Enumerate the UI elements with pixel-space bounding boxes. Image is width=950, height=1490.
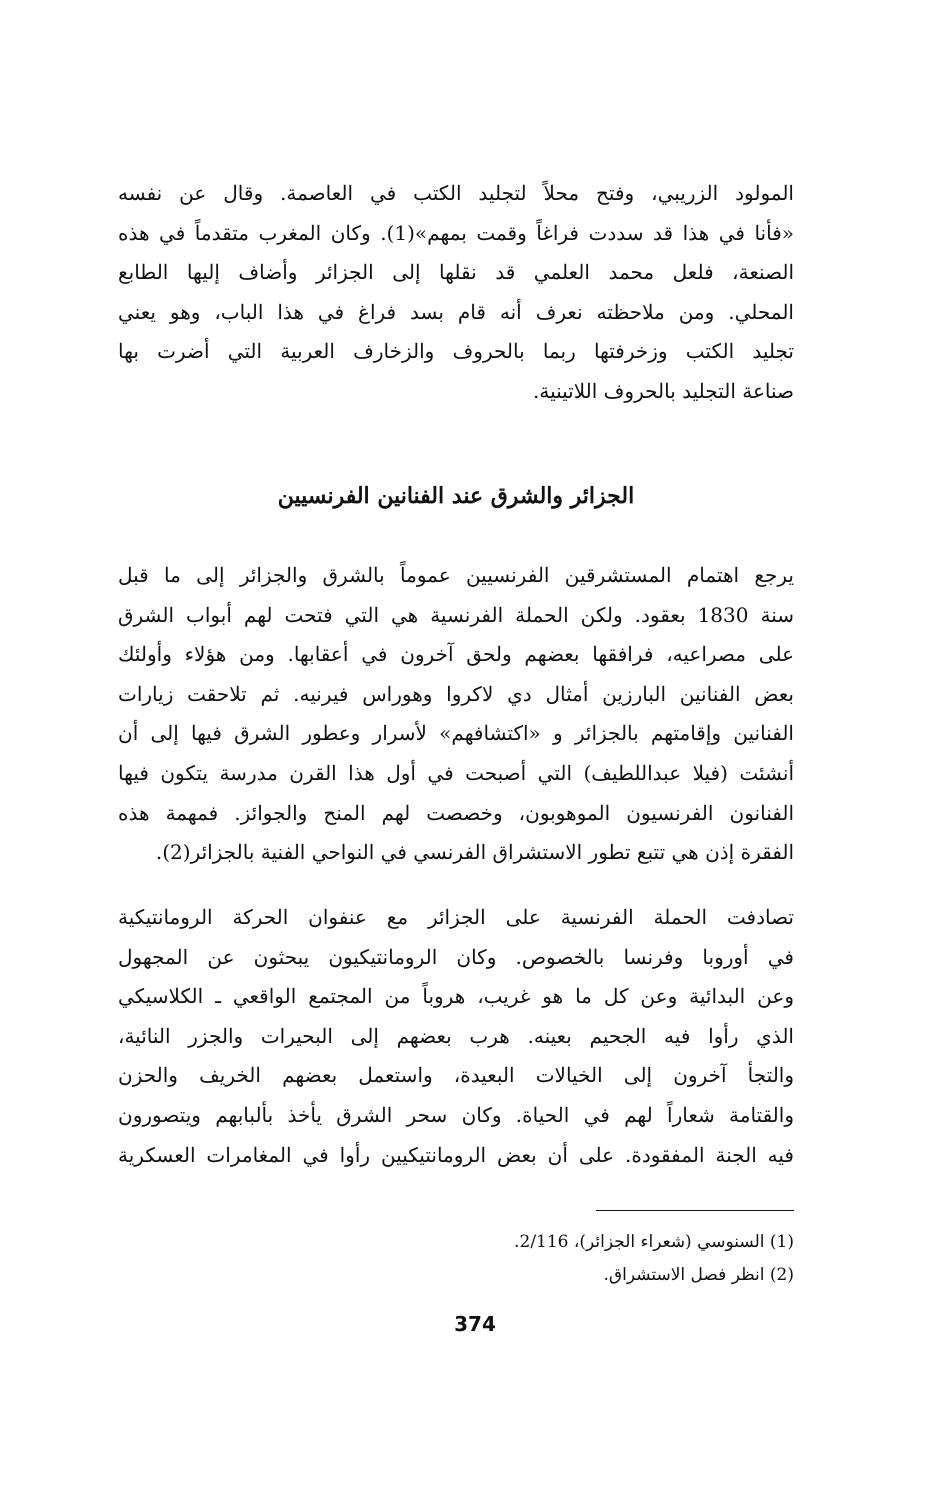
- paragraph-line: تصادفت الحملة الفرنسية على الجزائر مع عنفوان الحركة الرومانتيكية: [118, 905, 794, 929]
- paragraph-line: في أوروبا وفرنسا بالخصوص. وكان الرومانتيكيون يبحثون عن المجهول: [118, 944, 794, 969]
- paragraph-line: الذي رأوا فيه الجحيم بعينه. هرب بعضهم إلى البحيرات والجزر النائية،: [118, 1023, 794, 1048]
- paragraph-line: «فأنا في هذا قد سددت فراغاً وقمت بمهم»(1). وكان المغرب متقدماً في هذه: [118, 220, 794, 245]
- paragraph-line: على مصراعيه، فرافقها بعضهم ولحق آخرون في أعقابها. ومن هؤلاء وأولئك: [118, 642, 794, 667]
- section-heading: الجزائر والشرق عند الفنانين الفرنسيين: [277, 483, 635, 509]
- paragraph-line: المولود الزريبي، وفتح محلاً لتجليد الكتب في العاصمة. وقال عن نفسه: [118, 181, 794, 205]
- paragraph-line: يرجع اهتمام المستشرقين الفرنسيين عموماً بالشرق والجزائر إلى ما قبل: [118, 563, 794, 587]
- paragraph-line: الفنانين وإقامتهم بالجزائر و «اكتشافهم» لأسرار وعطور الشرق فيها إلى أن: [118, 721, 794, 746]
- paragraph-line: بعض الفنانين البارزين أمثال دي لاكروا وهوراس فيرنيه. ثم تلاحقت زيارات: [118, 681, 794, 706]
- paragraph-line: فيه الجنة المفقودة. على أن بعض الرومانتيكيين رأوا في المغامرات العسكرية: [118, 1142, 794, 1167]
- footnote-2: (2) انظر فصل الاستشراق.: [603, 1265, 794, 1285]
- paragraph-line: أنشئت (فيلا عبداللطيف) التي أصبحت في أول هذا القرن مدرسة يتكون فيها: [118, 760, 794, 785]
- paragraph-1: [118, 174, 794, 412]
- paragraph-line: والتجأ آخرون إلى الخيالات البعيدة، واستعمل بعضهم الخريف والحزن: [118, 1063, 794, 1088]
- page-number: 374: [454, 1312, 496, 1336]
- footnotes: [118, 1226, 794, 1292]
- paragraph-line: المحلي. ومن ملاحظته نعرف أنه قام بسد فراغ في هذا الباب، وهو يعني: [118, 299, 794, 324]
- footnote-divider: [596, 1210, 794, 1211]
- footnote-1: (1) السنوسي (شعراء الجزائر)، 2/116.: [514, 1232, 794, 1252]
- paragraph-line: تجليد الكتب وزخرفتها ربما بالحروف والزخارف العربية التي أضرت بها: [118, 339, 794, 364]
- paragraph-line: صناعة التجليد بالحروف اللاتينية.: [532, 378, 794, 403]
- paragraph-line: والقتامة شعاراً لهم في الحياة. وكان سحر الشرق يأخذ بألبابهم ويتصورون: [118, 1102, 794, 1127]
- paragraph-line: الفقرة إذن هي تتبع تطور الاستشراق الفرنسي في النواحي الفنية بالجزائر(2).: [155, 840, 794, 865]
- paragraph-line: الصنعة، فلعل محمد العلمي قد نقلها إلى الجزائر وأضاف إليها الطابع: [118, 260, 794, 285]
- paragraph-line: سنة 1830 بعقود. ولكن الحملة الفرنسية هي التي فتحت لهم أبواب الشرق: [118, 602, 794, 627]
- paragraph-2: [118, 556, 794, 873]
- paragraph-line: الفنانون الفرنسيون الموهوبون، وخصصت لهم المنح والجوائز. فمهمة هذه: [118, 800, 794, 825]
- paragraph-3: [118, 898, 794, 1175]
- paragraph-line: وعن البدائية وعن كل ما هو غريب، هروباً من المجتمع الواقعي ـ الكلاسيكي: [118, 984, 794, 1009]
